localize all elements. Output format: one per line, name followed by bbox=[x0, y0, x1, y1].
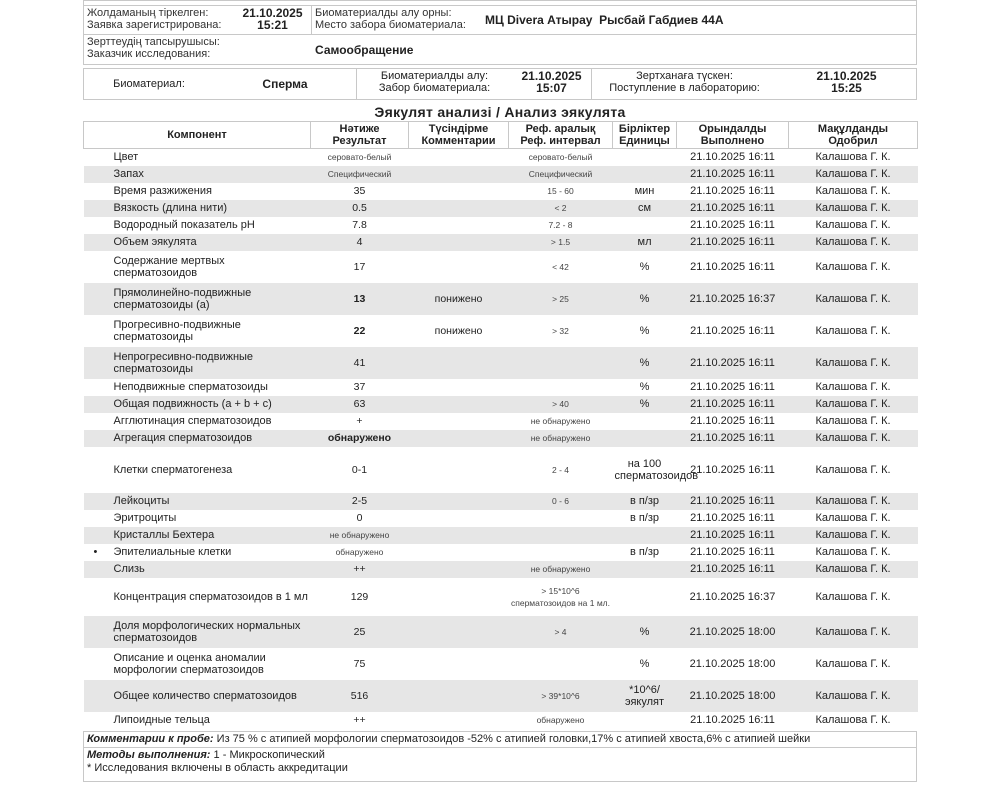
result-cell: 63 bbox=[311, 396, 409, 413]
done-cell: 21.10.2025 16:11 bbox=[690, 512, 775, 524]
ref-cell bbox=[509, 544, 613, 561]
table-row bbox=[84, 616, 918, 648]
component-cell: Цвет bbox=[113, 151, 139, 164]
registered-datetime: 21.10.2025 15:21 bbox=[234, 6, 312, 34]
result-cell: 17 bbox=[353, 260, 366, 273]
component-cell: Прямолинейно-подвижные сперматозоиды (а) bbox=[84, 283, 311, 315]
units-cell bbox=[613, 413, 677, 430]
comment-cell bbox=[409, 680, 509, 712]
col-comment: Түсіндірме Комментарии bbox=[409, 122, 509, 149]
units-cell: % bbox=[613, 347, 677, 379]
customer-labels: Зерттеудің тапсырушысы: Заказчик исследования: bbox=[87, 36, 220, 60]
component-cell: Запах bbox=[84, 166, 311, 183]
header-row-biomaterial bbox=[83, 68, 917, 100]
report-title: Эякулят анализі / Анализ эякулята bbox=[374, 104, 626, 120]
comment-cell bbox=[409, 251, 509, 283]
approved-cell: Калашова Г. К. bbox=[815, 415, 891, 427]
units-cell: мл bbox=[613, 234, 677, 251]
component-cell: Слизь bbox=[84, 561, 311, 578]
approved-cell: Калашова Г. К. bbox=[789, 166, 918, 183]
done-cell: 21.10.2025 16:11 bbox=[690, 185, 775, 197]
place-value: МЦ Divera Атырау Рысбай Габдиев 44А bbox=[485, 13, 724, 27]
result-cell: 2-5 bbox=[311, 493, 409, 510]
result-cell: 35 bbox=[353, 185, 366, 197]
comment-cell bbox=[409, 616, 509, 648]
units-cell: % bbox=[613, 283, 677, 315]
methods-block: Методы выполнения: 1 - Микроскопический * Исследования включены в область аккредитации bbox=[83, 748, 917, 782]
units-cell: % bbox=[639, 260, 650, 273]
ref-cell: серовато-белый bbox=[528, 152, 593, 163]
comment-cell: понижено bbox=[434, 324, 483, 337]
approved-cell: Калашова Г. К. bbox=[815, 381, 891, 393]
biomaterial-label: Биоматериал: bbox=[113, 78, 185, 90]
component-cell: Описание и оценка аномалии морфологии сперматозоидов bbox=[113, 651, 266, 676]
component-cell: Кристаллы Бехтера bbox=[84, 527, 311, 544]
ref-cell: 0 - 6 bbox=[509, 493, 613, 510]
header-row-registration bbox=[83, 5, 917, 35]
ref-cell: > 1.5 bbox=[509, 234, 613, 251]
component-cell: Вязкость (длина нити) bbox=[84, 200, 311, 217]
comment-cell: понижено bbox=[409, 283, 509, 315]
table-row bbox=[84, 283, 918, 315]
approved-cell: Калашова Г. К. bbox=[815, 260, 891, 273]
table-row bbox=[84, 251, 918, 283]
result-cell: 0 bbox=[356, 512, 363, 524]
result-cell: 4 bbox=[311, 234, 409, 251]
approved-cell: Калашова Г. К. bbox=[815, 590, 891, 603]
approved-cell: Калашова Г. К. bbox=[789, 283, 918, 315]
result-cell: ++ bbox=[353, 714, 366, 726]
collection-datetime: 21.10.2025 15:07 bbox=[512, 69, 592, 99]
col-approved: Мақұлданды Одобрил bbox=[789, 122, 918, 149]
ref-cell: не обнаружено bbox=[509, 430, 613, 447]
lab-received-datetime: 21.10.2025 15:25 bbox=[816, 69, 877, 95]
comment-cell bbox=[409, 544, 509, 561]
table-row bbox=[84, 544, 918, 561]
approved-cell: Калашова Г. К. bbox=[789, 680, 918, 712]
ref-cell bbox=[509, 379, 613, 396]
done-cell: 21.10.2025 16:11 bbox=[690, 219, 775, 231]
result-cell: Специфический bbox=[311, 166, 409, 183]
approved-cell: Калашова Г. К. bbox=[789, 527, 918, 544]
approved-cell: Калашова Г. К. bbox=[789, 396, 918, 413]
approved-cell: Калашова Г. К. bbox=[815, 463, 891, 476]
result-cell: ++ bbox=[311, 561, 409, 578]
units-cell: в п/зр bbox=[629, 546, 660, 558]
table-row bbox=[84, 561, 918, 578]
component-cell: Объем эякулята bbox=[84, 234, 311, 251]
result-cell: 37 bbox=[353, 381, 366, 393]
comment-cell bbox=[409, 166, 509, 183]
ref-cell: > 15*10^6 сперматозоидов на 1 мл. bbox=[511, 585, 610, 608]
approved-cell: Калашова Г. К. bbox=[815, 546, 891, 558]
table-row bbox=[84, 234, 918, 251]
comment-cell bbox=[409, 527, 509, 544]
biomaterial-value: Сперма bbox=[214, 69, 357, 99]
ref-cell: 7.2 - 8 bbox=[548, 220, 573, 230]
ref-cell: > 32 bbox=[552, 325, 569, 336]
done-cell: 21.10.2025 16:37 bbox=[677, 283, 789, 315]
comment-cell bbox=[409, 396, 509, 413]
accreditation-bullet-icon: • bbox=[93, 546, 98, 558]
ref-cell: > 4 bbox=[509, 616, 613, 648]
component-cell: Водородный показатель pH bbox=[113, 219, 255, 231]
done-cell: 21.10.2025 16:11 bbox=[677, 430, 789, 447]
result-cell: 22 bbox=[353, 324, 366, 337]
units-cell bbox=[613, 166, 677, 183]
approved-cell: Калашова Г. К. bbox=[815, 151, 891, 164]
results-table bbox=[83, 121, 918, 729]
table-row bbox=[84, 527, 918, 544]
done-cell: 21.10.2025 16:11 bbox=[677, 493, 789, 510]
table-row bbox=[84, 680, 918, 712]
done-cell: 21.10.2025 16:11 bbox=[677, 166, 789, 183]
collection-labels: Биоматериалды алу: Забор биоматериала: bbox=[378, 70, 491, 94]
comment-cell bbox=[409, 430, 509, 447]
units-cell: *10^6/эякулят bbox=[613, 680, 677, 712]
comment-cell bbox=[409, 578, 509, 616]
approved-cell: Калашова Г. К. bbox=[789, 493, 918, 510]
result-cell: 75 bbox=[353, 657, 366, 670]
table-row bbox=[84, 217, 918, 234]
units-cell: % bbox=[639, 381, 650, 393]
done-cell: 21.10.2025 16:11 bbox=[690, 381, 775, 393]
component-cell: Лейкоциты bbox=[84, 493, 311, 510]
units-cell: мин bbox=[634, 185, 655, 197]
approved-cell: Калашова Г. К. bbox=[789, 234, 918, 251]
component-cell: Непрогресивно-подвижные сперматозоиды bbox=[84, 347, 311, 379]
done-cell: 21.10.2025 16:11 bbox=[690, 260, 775, 273]
done-cell: 21.10.2025 16:11 bbox=[677, 396, 789, 413]
table-row bbox=[84, 396, 918, 413]
place-labels: Биоматериалды алу орны: Место забора биоматериала: bbox=[315, 7, 466, 31]
lab-report bbox=[83, 0, 917, 782]
col-units: Бірліктер Единицы bbox=[613, 122, 677, 149]
ref-cell bbox=[509, 527, 613, 544]
comment-cell bbox=[409, 183, 509, 200]
result-cell: 41 bbox=[311, 347, 409, 379]
ref-cell bbox=[509, 347, 613, 379]
col-done: Орындалды Выполнено bbox=[677, 122, 789, 149]
ref-cell: не обнаружено bbox=[509, 561, 613, 578]
done-cell: 21.10.2025 16:11 bbox=[677, 234, 789, 251]
result-cell: 13 bbox=[311, 283, 409, 315]
done-cell: 21.10.2025 16:37 bbox=[689, 590, 776, 603]
table-row bbox=[84, 510, 918, 527]
table-row bbox=[84, 648, 918, 680]
units-cell: в п/зр bbox=[629, 512, 660, 524]
units-cell: на 100 сперматозоидов bbox=[614, 457, 699, 482]
component-cell: Содержание мертвых сперматозоидов bbox=[113, 254, 225, 279]
result-cell: 0.5 bbox=[311, 200, 409, 217]
component-cell: • Эпителиальные клетки bbox=[93, 546, 232, 558]
done-cell: 21.10.2025 18:00 bbox=[677, 616, 789, 648]
done-cell: 21.10.2025 16:11 bbox=[690, 546, 775, 558]
comment-cell bbox=[409, 379, 509, 396]
units-cell bbox=[613, 561, 677, 578]
ref-cell: обнаружено bbox=[536, 715, 585, 725]
comment-cell bbox=[409, 217, 509, 234]
header-row-customer bbox=[83, 35, 917, 65]
ref-cell: 2 - 4 bbox=[551, 464, 569, 475]
units-cell bbox=[613, 149, 677, 166]
table-row bbox=[84, 493, 918, 510]
ref-cell: Специфический bbox=[509, 166, 613, 183]
component-cell: Прогресивно-подвижные сперматозоиды bbox=[113, 318, 241, 343]
result-cell: не обнаружено bbox=[311, 527, 409, 544]
result-cell: 7.8 bbox=[352, 219, 367, 231]
component-cell: Эритроциты bbox=[113, 512, 177, 524]
done-cell: 21.10.2025 16:11 bbox=[690, 324, 775, 337]
done-cell: 21.10.2025 16:11 bbox=[690, 415, 775, 427]
result-cell: 129 bbox=[350, 590, 369, 603]
comment-cell bbox=[409, 648, 509, 680]
approved-cell: Калашова Г. К. bbox=[789, 561, 918, 578]
table-row bbox=[84, 149, 918, 166]
table-row bbox=[84, 430, 918, 447]
comment-cell bbox=[409, 200, 509, 217]
approved-cell: Калашова Г. К. bbox=[789, 616, 918, 648]
comment-cell bbox=[409, 413, 509, 430]
comment-cell bbox=[409, 234, 509, 251]
approved-cell: Калашова Г. К. bbox=[815, 714, 891, 726]
ref-cell: > 40 bbox=[509, 396, 613, 413]
table-row bbox=[84, 347, 918, 379]
comment-cell bbox=[409, 493, 509, 510]
done-cell: 21.10.2025 16:11 bbox=[677, 200, 789, 217]
units-cell: % bbox=[613, 616, 677, 648]
units-cell bbox=[613, 217, 677, 234]
lab-received-labels: Зертханаға түскен: Поступление в лабораторию: bbox=[609, 70, 760, 94]
ref-cell: 15 - 60 bbox=[547, 186, 574, 196]
ref-cell bbox=[509, 510, 613, 527]
units-cell bbox=[613, 430, 677, 447]
component-cell: Клетки сперматогенеза bbox=[113, 463, 233, 476]
component-cell: Общее количество сперматозоидов bbox=[84, 680, 311, 712]
table-row bbox=[84, 447, 918, 493]
done-cell: 21.10.2025 16:11 bbox=[690, 151, 775, 164]
col-result: Нәтиже Результат bbox=[311, 122, 409, 149]
approved-cell: Калашова Г. К. bbox=[815, 512, 891, 524]
table-row bbox=[84, 315, 918, 347]
component-cell: Концентрация сперматозоидов в 1 мл bbox=[113, 590, 308, 603]
result-cell: 25 bbox=[311, 616, 409, 648]
done-cell: 21.10.2025 18:00 bbox=[689, 657, 776, 670]
accreditation-note: * Исследования включены в область аккредитации bbox=[87, 761, 348, 774]
units-cell bbox=[613, 578, 677, 616]
approved-cell: Калашова Г. К. bbox=[789, 347, 918, 379]
approved-cell: Калашова Г. К. bbox=[789, 430, 918, 447]
table-row bbox=[84, 578, 918, 616]
ref-cell: > 39*10^6 bbox=[509, 680, 613, 712]
col-ref: Реф. аралық Реф. интервал bbox=[509, 122, 613, 149]
customer-value: Самообращение bbox=[315, 42, 414, 57]
component-cell: Агрегация сперматозоидов bbox=[84, 430, 311, 447]
approved-cell: Калашова Г. К. bbox=[815, 324, 891, 337]
approved-cell: Калашова Г. К. bbox=[815, 657, 891, 670]
units-cell: % bbox=[639, 324, 650, 337]
comment-cell bbox=[409, 712, 509, 729]
done-cell: 21.10.2025 16:11 bbox=[677, 561, 789, 578]
done-cell: 21.10.2025 16:11 bbox=[690, 463, 775, 476]
comment-cell bbox=[409, 561, 509, 578]
registered-labels: Жолдаманың тіркелген: Заявка зарегистрирована: bbox=[87, 7, 222, 31]
done-cell: 21.10.2025 16:11 bbox=[677, 347, 789, 379]
sample-comment: Комментарии к пробе: Из 75 % с атипией морфологии сперматозоидов -52% с атипией головки,17% с атипией хвоста,6% с атипией шейки bbox=[83, 731, 917, 748]
approved-cell: Калашова Г. К. bbox=[789, 200, 918, 217]
units-cell: в п/зр bbox=[613, 493, 677, 510]
result-cell: 516 bbox=[311, 680, 409, 712]
table-header-row bbox=[84, 122, 918, 149]
units-cell bbox=[613, 527, 677, 544]
result-cell: + bbox=[356, 415, 363, 427]
ref-cell: > 25 bbox=[509, 283, 613, 315]
component-cell: Липоидные тельца bbox=[113, 714, 210, 726]
units-cell bbox=[613, 712, 677, 729]
comment-cell bbox=[409, 447, 509, 493]
units-cell: % bbox=[613, 396, 677, 413]
result-cell: серовато-белый bbox=[327, 152, 392, 163]
approved-cell: Калашова Г. К. bbox=[815, 219, 891, 231]
comment-cell bbox=[409, 347, 509, 379]
approved-cell: Калашова Г. К. bbox=[815, 185, 891, 197]
done-cell: 21.10.2025 16:11 bbox=[677, 527, 789, 544]
component-cell: Доля морфологических нормальных сперматозоидов bbox=[84, 616, 311, 648]
done-cell: 21.10.2025 16:11 bbox=[690, 714, 775, 726]
ref-cell: < 42 bbox=[552, 261, 569, 272]
done-cell: 21.10.2025 18:00 bbox=[677, 680, 789, 712]
comment-cell bbox=[409, 149, 509, 166]
component-cell: Агглютинация сперматозоидов bbox=[113, 415, 272, 427]
result-cell: обнаружено bbox=[335, 547, 384, 557]
ref-cell: < 2 bbox=[509, 200, 613, 217]
table-row bbox=[84, 166, 918, 183]
ref-cell: не обнаружено bbox=[530, 416, 591, 426]
comment-cell bbox=[409, 510, 509, 527]
col-component: Компонент bbox=[84, 122, 311, 149]
ref-cell bbox=[509, 648, 613, 680]
table-row bbox=[84, 183, 918, 200]
units-cell: см bbox=[613, 200, 677, 217]
result-cell: 0-1 bbox=[351, 463, 368, 476]
result-cell: обнаружено bbox=[311, 430, 409, 447]
component-cell: Время разжижения bbox=[113, 185, 212, 197]
component-cell: Неподвижные сперматозоиды bbox=[113, 381, 268, 393]
table-row bbox=[84, 413, 918, 430]
table-row bbox=[84, 200, 918, 217]
component-cell: Общая подвижность (a + b + c) bbox=[84, 396, 311, 413]
table-row bbox=[84, 379, 918, 396]
units-cell: % bbox=[639, 657, 650, 670]
table-row bbox=[84, 712, 918, 729]
